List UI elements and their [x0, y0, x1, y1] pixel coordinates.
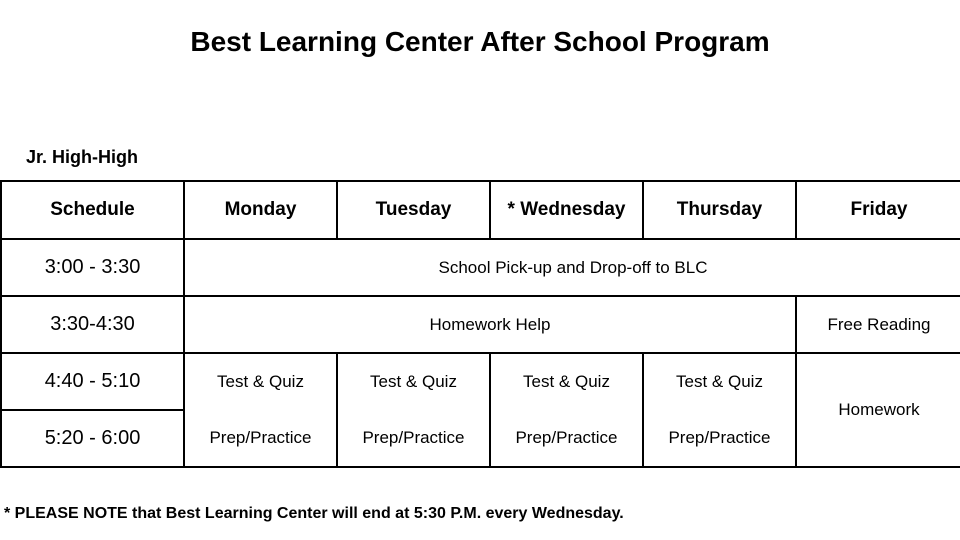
thursday-activity-bottom: Prep/Practice [643, 410, 796, 467]
time-cell: 5:20 - 6:00 [1, 410, 184, 467]
time-cell: 4:40 - 5:10 [1, 353, 184, 410]
header-wednesday: * Wednesday [490, 181, 643, 239]
wednesday-activity-top: Test & Quiz [490, 353, 643, 410]
page-title: Best Learning Center After School Program [190, 26, 770, 57]
monday-activity-bottom: Prep/Practice [184, 410, 337, 467]
activity-cell: Homework Help [184, 296, 796, 353]
header-tuesday: Tuesday [337, 181, 490, 239]
header-monday: Monday [184, 181, 337, 239]
activity-cell: School Pick-up and Drop-off to BLC [184, 239, 960, 296]
tuesday-activity-bottom: Prep/Practice [337, 410, 490, 467]
section-subtitle: Jr. High-High [26, 147, 138, 167]
table-row [1, 353, 960, 410]
table-row [1, 296, 960, 353]
header-schedule: Schedule [1, 181, 184, 239]
time-cell: 3:30-4:30 [1, 296, 184, 353]
monday-activity-top: Test & Quiz [184, 353, 337, 410]
header-friday: Friday [796, 181, 960, 239]
wednesday-activity-bottom: Prep/Practice [490, 410, 643, 467]
tuesday-activity-top: Test & Quiz [337, 353, 490, 410]
schedule-table [0, 180, 960, 468]
friday-activity-cell: Homework [796, 353, 960, 467]
table-header-row [1, 181, 960, 239]
thursday-activity-top: Test & Quiz [643, 353, 796, 410]
time-cell: 3:00 - 3:30 [1, 239, 184, 296]
header-thursday: Thursday [643, 181, 796, 239]
friday-activity-cell: Free Reading [796, 296, 960, 353]
table-row [1, 239, 960, 296]
footnote: * PLEASE NOTE that Best Learning Center will end at 5:30 P.M. every Wednesday. [4, 505, 624, 522]
